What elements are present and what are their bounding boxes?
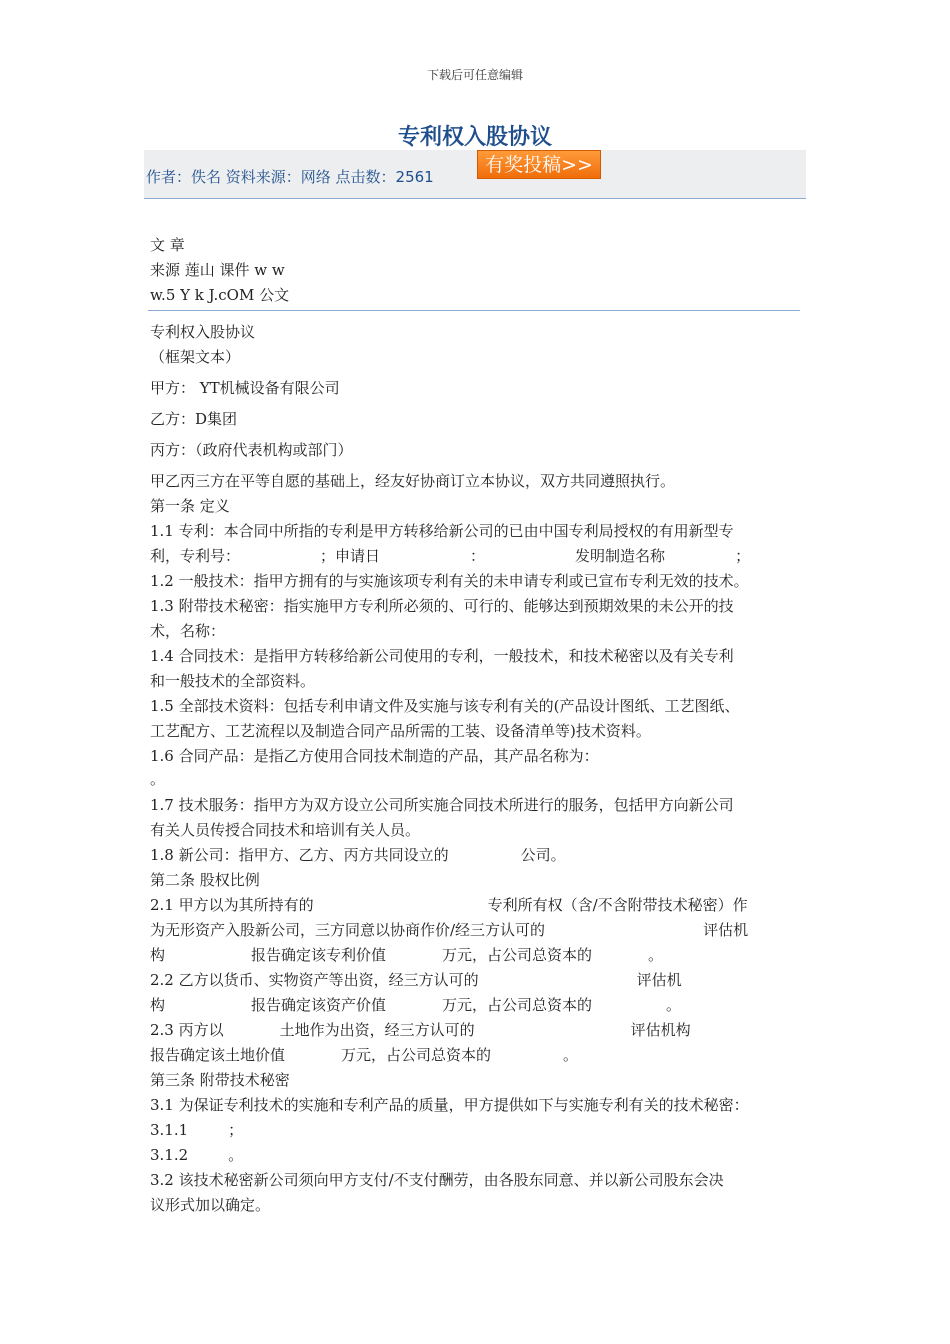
clause-text (150, 844, 566, 865)
text-fragment: 3.1.1 (150, 1121, 189, 1139)
text-fragment: 评估机构 (630, 1021, 691, 1039)
clause-text (150, 1044, 578, 1065)
clause-text (150, 1019, 691, 1040)
article-meta-bar (144, 150, 806, 199)
text-fragment: 为无形资产入股新公司，三方同意以协商作价/经三方认可的 (150, 921, 546, 939)
clause-text: 1.4 合同技术：是指甲方转移给新公司使用的专利，一般技术，和技术秘密以及有关专利 (150, 647, 734, 665)
clause-text: 1.7 技术服务：指甲方为双方设立公司所实施合同技术所进行的服务，包括甲方向新公司 (150, 796, 734, 814)
text-fragment: ； (735, 547, 751, 565)
article-2-heading: 第二条 股权比例 (150, 871, 260, 889)
text-fragment: 。 (666, 996, 682, 1014)
text-fragment: 利，专利号： (150, 547, 241, 565)
download-note: 下载后可任意编辑 (426, 68, 523, 82)
text-fragment: 3.1.2 (150, 1146, 189, 1164)
text-fragment: 。 (563, 1046, 579, 1064)
document-title: 专利权入股协议 (397, 124, 552, 150)
party-a: 甲方： YT机械设备有限公司 (150, 379, 340, 397)
clause-text (150, 894, 748, 915)
text-fragment: 评估机 (703, 921, 749, 939)
text-fragment: 万元，占公司总资本的 (442, 946, 593, 964)
text-fragment: 万元，占公司总资本的 (341, 1046, 492, 1064)
text-fragment: 1.8 新公司：指甲方、乙方、丙方共同设立的 (150, 846, 449, 864)
text-fragment: 构 (150, 946, 166, 964)
clause-text (150, 994, 681, 1015)
clause-text: 术，名称： (150, 622, 226, 640)
clause-text: 1.6 合同产品：是指乙方使用合同技术制造的产品，其产品名称为： (150, 747, 599, 765)
clause-text: 1.2 一般技术：指甲方拥有的与实施该项专利有关的未申请专利或已宣布专利无效的技术。 (150, 572, 749, 590)
text-fragment: ： (470, 547, 486, 565)
clause-text: 3.1 为保证专利技术的实施和专利产品的质量，甲方提供如下与实施专利有关的技术秘密： (150, 1096, 749, 1114)
clause-text: 。 (150, 770, 166, 788)
clause-text: 1.5 全部技术资料：包括专利申请文件及实施与该专利有关的(产品设计图纸、工艺图纸、 (150, 697, 740, 715)
text-fragment: 构 (150, 996, 166, 1014)
party-b: 乙方：D集团 (150, 410, 238, 428)
clause-text: 和一般技术的全部资料。 (150, 672, 316, 690)
preamble: 甲乙丙三方在平等自愿的基础上，经友好协商订立本协议，双方共同遵照执行。 (150, 472, 676, 490)
article-meta: 作者：佚名 资料来源：网络 点击数：2561 (146, 168, 434, 186)
text-fragment: ； (228, 1121, 244, 1139)
agreement-subheading: （框架文本） (150, 348, 241, 366)
source-line: 来源 莲山 课件 w w (150, 261, 285, 279)
text-fragment: 2.1 甲方以为其所持有的 (150, 896, 314, 914)
clause-text (150, 919, 748, 940)
text-fragment: 报告确定该专利价值 (251, 946, 387, 964)
text-fragment: 报告确定该土地价值 (150, 1046, 286, 1064)
clause-text (150, 944, 663, 965)
text-fragment: ；申请日 (320, 547, 381, 565)
text-fragment: 土地作为出资，经三方认可的 (279, 1021, 475, 1039)
clause-text (150, 969, 682, 990)
clause-text: 1.3 附带技术秘密：指实施甲方专利所必须的、可行的、能够达到预期效果的未公开的技 (150, 597, 734, 615)
text-fragment: 2.2 乙方以货币、实物资产等出资，经三方认可的 (150, 971, 479, 989)
text-fragment: 发明制造名称 (575, 547, 666, 565)
party-c: 丙方：（政府代表机构或部门） (150, 441, 353, 459)
article-3-heading: 第三条 附带技术秘密 (150, 1071, 290, 1089)
contribute-button[interactable]: 有奖投稿>> (477, 150, 601, 179)
clause-text (150, 1119, 243, 1140)
clause-text: 工艺配方、工艺流程以及制造合同产品所需的工装、设备清单等)技术资料。 (150, 722, 651, 740)
agreement-heading: 专利权入股协议 (150, 323, 256, 341)
clause-text (150, 545, 750, 566)
text-fragment: 评估机 (636, 971, 682, 989)
source-line: w.5 Y k J.cOM 公文 (150, 286, 290, 304)
source-line: 文 章 (150, 236, 185, 254)
clause-text: 1.1 专利：本合同中所指的专利是甲方转移给新公司的已由中国专利局授权的有用新型专 (150, 522, 734, 540)
text-fragment: 。 (228, 1146, 244, 1164)
clause-text (150, 1144, 243, 1165)
text-fragment: 2.3 丙方以 (150, 1021, 224, 1039)
clause-text: 议形式加以确定。 (150, 1196, 271, 1214)
text-fragment: 万元，占公司总资本的 (442, 996, 593, 1014)
text-fragment: 专利所有权（含/不含附带技术秘密）作 (487, 896, 748, 914)
text-fragment: 报告确定该资产价值 (251, 996, 387, 1014)
text-fragment: 。 (648, 946, 664, 964)
clause-text: 3.2 该技术秘密新公司须向甲方支付/不支付酬劳，由各股东同意、并以新公司股东会决 (150, 1171, 724, 1189)
text-fragment: 公司。 (520, 846, 566, 864)
section-divider (148, 310, 800, 311)
clause-text: 有关人员传授合同技术和培训有关人员。 (150, 821, 421, 839)
article-1-heading: 第一条 定义 (150, 497, 230, 515)
